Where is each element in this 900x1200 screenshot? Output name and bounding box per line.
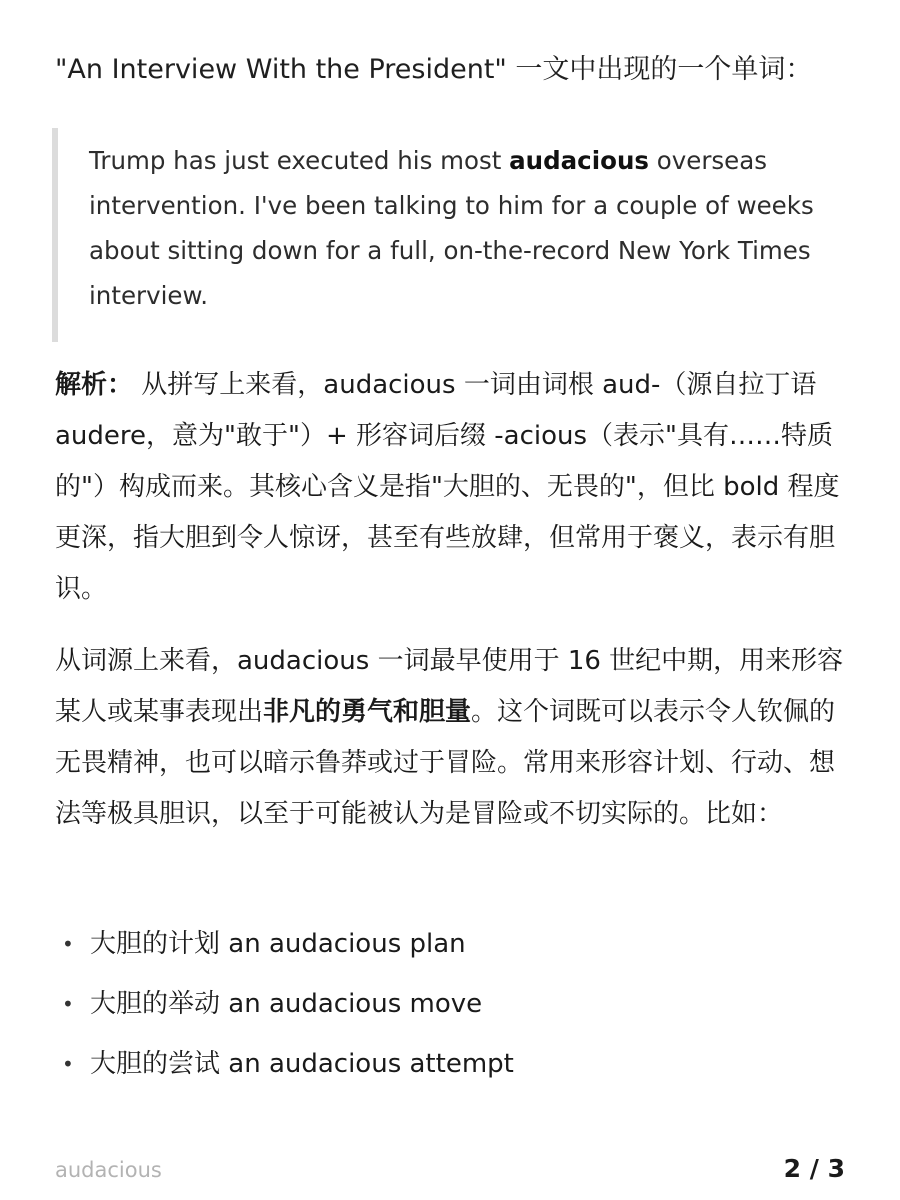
quote-text-before: Trump has just executed his most: [89, 146, 510, 175]
example-list: [62, 914, 842, 1094]
blockquote: [52, 128, 842, 342]
example-text: 大胆的计划 an audacious plan: [90, 929, 466, 959]
example-text: 大胆的尝试 an audacious attempt: [90, 1049, 514, 1079]
etymology-text-after: 。这个词既可以表示令人钦佩的无畏精神，也可以暗示鲁莽或过于冒险。常用来形容计划、行动、想法等极具胆识，以至于可能被认为是冒险或不切实际的。比如：: [55, 697, 836, 829]
footer-word: audacious: [55, 1158, 162, 1182]
example-text: 大胆的举动 an audacious move: [90, 989, 483, 1019]
page-indicator: 2 / 3: [783, 1154, 845, 1183]
bullet-icon: •: [62, 932, 74, 956]
bullet-icon: •: [62, 1052, 74, 1076]
etymology-paragraph: [55, 636, 850, 840]
analysis-paragraph: [55, 360, 850, 615]
analysis-label: 解析：: [55, 370, 134, 400]
bullet-icon: •: [62, 992, 74, 1016]
etymology-text-before: 从词源上来看，audacious 一词最早使用于 16 世纪中期，用来形容某人或某事表现出: [55, 646, 844, 727]
intro-line: "An Interview With the President" 一文中出现的一个单词：: [55, 54, 813, 85]
list-item: [62, 914, 842, 974]
analysis-text: 从拼写上来看，audacious 一词由词根 aud-（源自拉丁语 audere，意为"敢于"）+ 形容词后缀 -acious（表示"具有……特质的"）构成而来。其核心含义是指"大胆的、无畏的"，但比 bold 程度更深，指大胆到令人惊讶，甚至有些放肆，但常用于褒义，表示有胆识。: [55, 370, 840, 604]
list-item: [62, 974, 842, 1034]
list-item: [62, 1034, 842, 1094]
quote-text: [89, 138, 839, 318]
quote-text-after: overseas intervention. I've been talking to him for a couple of weeks about sitting down for a full, on-the-record New York Times interview.: [89, 146, 814, 310]
etymology-highlight: 非凡的勇气和胆量: [263, 697, 472, 727]
quote-highlight-word: audacious: [509, 146, 649, 175]
